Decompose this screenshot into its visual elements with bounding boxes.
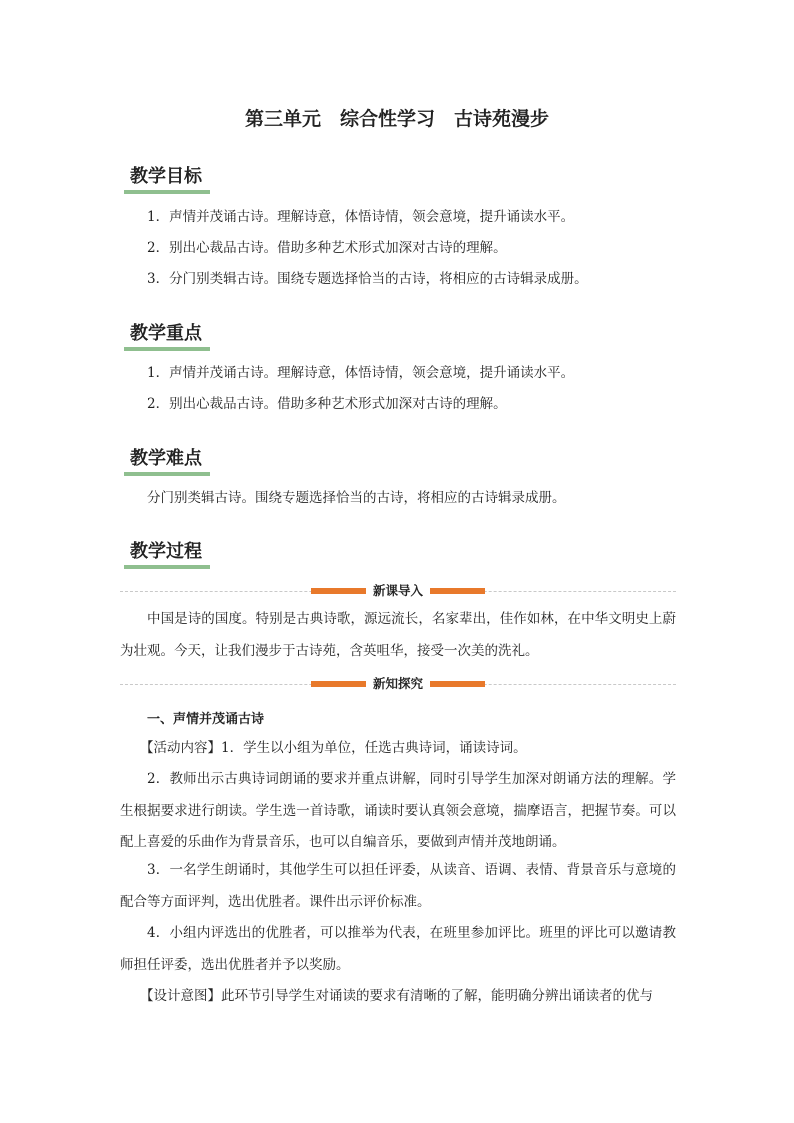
key-point-item: 2．别出心裁品古诗。借助多种艺术形式加深对古诗的理解。 (147, 396, 507, 412)
objective-item: 3．分门别类辑古诗。围绕专题选择恰当的古诗，将相应的古诗辑录成册。 (147, 271, 588, 287)
section-heading-key-points: 教学重点 (124, 319, 210, 351)
activity-paragraph: 4．小组内评选出的优胜者，可以推举为代表，在班里参加评比。班里的评比可以邀请教师担任评委，选出优胜者并予以奖励。 (120, 925, 676, 973)
divider-bar-right (430, 681, 485, 687)
activity-paragraph: 3．一名学生朗诵时，其他学生可以担任评委，从读音、语调、表情、背景音乐与意境的配合等方面评判，选出优胜者。课件出示评价标准。 (120, 862, 676, 910)
objective-item: 2．别出心裁品古诗。借助多种艺术形式加深对古诗的理解。 (147, 240, 507, 256)
divider-bar-left (311, 681, 366, 687)
page-title: 第三单元 综合性学习 古诗苑漫步 (244, 108, 549, 130)
divider-explore (120, 674, 676, 694)
key-point-item: 1．声情并茂诵古诗。理解诗意，体悟诗情，领会意境，提升诵读水平。 (147, 365, 575, 381)
divider-label: 新知探究 (366, 674, 430, 694)
activity-paragraph: 2．教师出示古典诗词朗诵的要求并重点讲解，同时引导学生加深对朗诵方法的理解。学生根据要求进行朗读。学生选一首诗歌，诵读时要认真领会意境，揣摩语言，把握节奏。可以配上喜爱的乐曲作为背景音乐，也可以自编音乐，要做到声情并茂地朗诵。 (120, 771, 676, 850)
divider-bar-right (430, 588, 485, 594)
objective-item: 1．声情并茂诵古诗。理解诗意，体悟诗情，领会意境，提升诵读水平。 (147, 209, 575, 225)
subheading: 一、声情并茂诵古诗 (147, 712, 265, 727)
difficulty-text: 分门别类辑古诗。围绕专题选择恰当的古诗，将相应的古诗辑录成册。 (147, 490, 566, 506)
divider-bar-left (311, 588, 366, 594)
activity-paragraph: 【活动内容】1．学生以小组为单位，任选古典诗词，诵读诗词。 (140, 740, 527, 756)
section-heading-difficulties: 教学难点 (124, 444, 210, 476)
divider-intro (120, 581, 676, 601)
intro-paragraph: 中国是诗的国度。特别是古典诗歌，源远流长，名家辈出，佳作如林，在中华文明史上蔚为壮观。今天，让我们漫步于古诗苑，含英咀华，接受一次美的洗礼。 (120, 611, 676, 659)
section-heading-process: 教学过程 (124, 537, 210, 569)
section-heading-objectives: 教学目标 (124, 162, 210, 194)
divider-label: 新课导入 (366, 581, 430, 601)
design-intent-paragraph: 【设计意图】此环节引导学生对诵读的要求有清晰的了解，能明确分辨出诵读者的优与 (140, 988, 653, 1004)
